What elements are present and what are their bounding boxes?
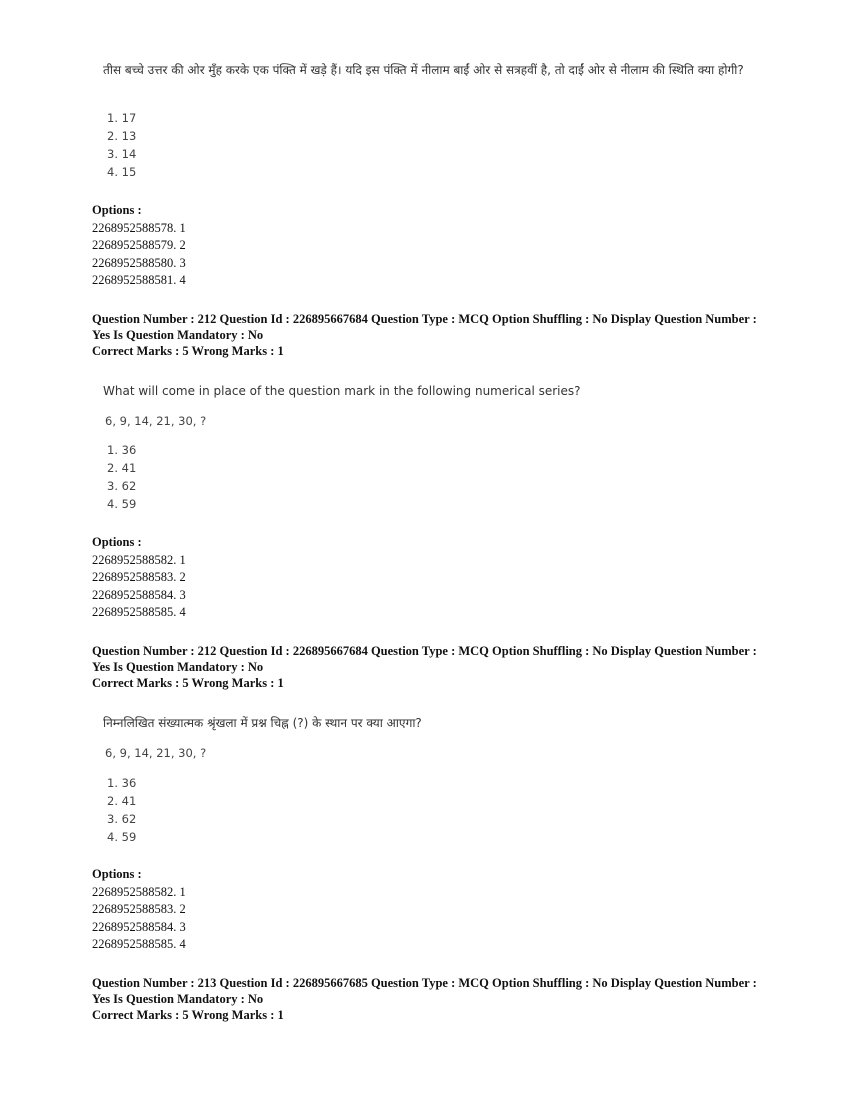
answer-choices <box>107 441 136 513</box>
answer-choices <box>107 109 136 181</box>
answer-choice: 3. 62 <box>107 479 137 493</box>
marks-line: Correct Marks : 5 Wrong Marks : 1 <box>92 344 284 358</box>
option-id: 2268952588583. 2 <box>92 902 186 916</box>
question-meta-line: Question Number : 212 Question Id : 226895667684 Question Type : MCQ Option Shuffling : No Display Question Number : Yes Is Question Mandatory : No <box>92 312 757 342</box>
answer-choice: 3. 62 <box>107 812 137 826</box>
answer-choices <box>107 774 136 846</box>
option-id: 2268952588585. 4 <box>92 605 186 619</box>
options-heading: Options : <box>92 535 142 549</box>
question-meta-line: Question Number : 212 Question Id : 226895667684 Question Type : MCQ Option Shuffling : No Display Question Number : Yes Is Question Mandatory : No <box>92 644 757 674</box>
question-text: निम्नलिखित संख्यात्मक श्रृंखला में प्रश्न चिह्न (?) के स्थान पर क्या आएगा? <box>103 716 422 730</box>
answer-choice: 4. 59 <box>107 497 137 511</box>
options-list <box>92 866 186 954</box>
answer-choice: 4. 15 <box>107 165 137 179</box>
answer-choice: 2. 41 <box>107 461 137 475</box>
option-id: 2268952588579. 2 <box>92 238 186 252</box>
question-text: तीस बच्चे उत्तर की ओर मुँह करके एक पंक्ति में खड़े हैं। यदि इस पंक्ति में नीलाम बाईं ओर से सत्रहवीं है, तो दाईं ओर से नीलाम की स्थिति क्या होगी? <box>103 63 744 77</box>
option-id: 2268952588580. 3 <box>92 255 186 270</box>
question-meta <box>92 644 772 692</box>
options-heading: Options : <box>92 867 142 881</box>
options-list <box>92 534 186 622</box>
option-id: 2268952588578. 1 <box>92 220 186 235</box>
number-series: 6, 9, 14, 21, 30, ? <box>105 746 207 760</box>
answer-choice: 1. 36 <box>107 443 137 457</box>
answer-choice: 3. 14 <box>107 147 137 161</box>
option-id: 2268952588584. 3 <box>92 919 186 934</box>
answer-choice: 2. 41 <box>107 794 137 808</box>
marks-line: Correct Marks : 5 Wrong Marks : 1 <box>92 676 284 690</box>
number-series: 6, 9, 14, 21, 30, ? <box>105 414 207 428</box>
marks-line: Correct Marks : 5 Wrong Marks : 1 <box>92 1008 284 1022</box>
option-id: 2268952588582. 1 <box>92 884 186 899</box>
question-meta <box>92 976 772 1024</box>
option-id: 2268952588584. 3 <box>92 587 186 602</box>
option-id: 2268952588582. 1 <box>92 552 186 567</box>
options-list <box>92 202 186 290</box>
answer-choice: 1. 36 <box>107 776 137 790</box>
options-heading: Options : <box>92 203 142 217</box>
answer-choice: 4. 59 <box>107 830 137 844</box>
answer-choice: 1. 17 <box>107 111 137 125</box>
option-id: 2268952588585. 4 <box>92 937 186 951</box>
answer-choice: 2. 13 <box>107 129 137 143</box>
option-id: 2268952588583. 2 <box>92 570 186 584</box>
question-meta <box>92 312 772 360</box>
question-text: What will come in place of the question mark in the following numerical series? <box>103 384 581 398</box>
question-meta-line: Question Number : 213 Question Id : 226895667685 Question Type : MCQ Option Shuffling : No Display Question Number : Yes Is Question Mandatory : No <box>92 976 757 1006</box>
option-id: 2268952588581. 4 <box>92 273 186 287</box>
